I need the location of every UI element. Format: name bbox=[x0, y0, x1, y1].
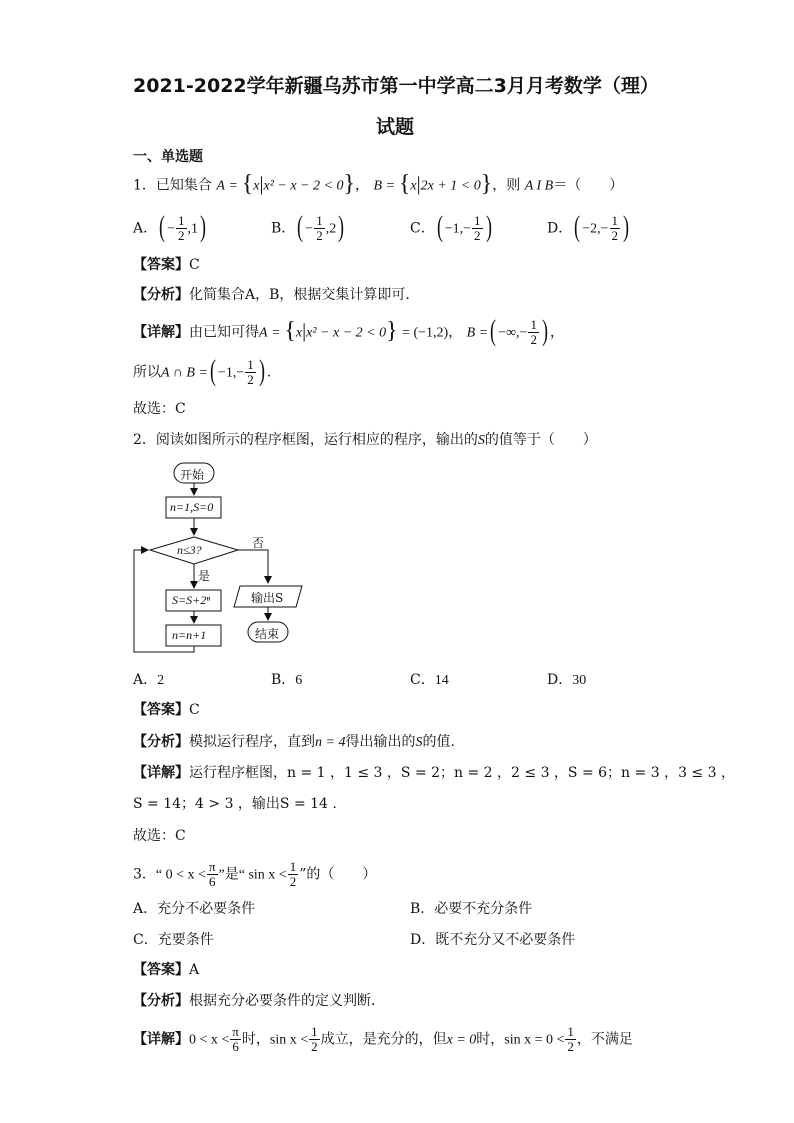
q1-set-b: B bbox=[373, 178, 383, 194]
flowchart-no-label: 否 bbox=[252, 536, 265, 550]
q1-num: 1． bbox=[133, 177, 156, 194]
flowchart-output-label: 输出S bbox=[251, 591, 284, 605]
q1-set-a-cond: x² − x − 2 < 0 bbox=[263, 178, 344, 194]
q2-option-b[interactable]: B．6 bbox=[271, 672, 303, 688]
flowchart-cond-label: n≤3? bbox=[177, 543, 202, 557]
q2-option-d[interactable]: D．30 bbox=[547, 672, 587, 688]
q1-set-b-cond: 2x + 1 < 0 bbox=[420, 178, 481, 194]
q1-option-c[interactable]: C．( −1,− $\frac{1}{2}$ ) bbox=[410, 209, 492, 243]
flowchart-end-label: 结束 bbox=[255, 627, 280, 641]
q3-option-c[interactable]: C．充要条件 bbox=[133, 932, 214, 948]
q3-analysis: 【分析】根据充分必要条件的定义判断． bbox=[133, 993, 385, 1009]
flowchart-init-label: n=1,S=0 bbox=[170, 500, 214, 514]
q1-set-a: A bbox=[216, 178, 225, 194]
q1-analysis: 【分析】化简集合A，B，根据交集计算即可. bbox=[133, 287, 410, 303]
q1-solution: 所以A ∩ B =( −1,− $\frac{1}{2}$ ) . bbox=[133, 353, 272, 387]
q1-answer: 【答案】C bbox=[133, 257, 200, 273]
flowchart-start-label: 开始 bbox=[180, 468, 205, 482]
q2-answer: 【答案】C bbox=[133, 702, 200, 718]
page-title-line2: 试题 bbox=[376, 116, 415, 138]
q2-option-a[interactable]: A．2 bbox=[133, 672, 165, 688]
q2-detail: 【详解】运行程序框图，n = 1 ，1 ≤ 3 ，S = 2；n = 2 ，2 ≤ 3 ，S = 6；n = 3 ，3 ≤ 3 ， bbox=[133, 765, 735, 781]
q3-stem: 3．“ 0 < x < $\frac{\pi}{6}$ ”是“ sin x < $\frac{1}{2}$ ”的（ ） bbox=[133, 859, 377, 889]
page-title: 2021-2022学年新疆乌苏市第一中学高二3月月考数学（理） bbox=[133, 75, 659, 97]
q3-detail: 【详解】0 < x < $\frac{\pi}{6}$ 时，sin x < $\frac{1}{2}$ 成立，是充分的，但x = 0时，sin x = 0 < $\frac{1}{2}$ ，不满足 bbox=[133, 1024, 633, 1054]
q1-intersect: A I B bbox=[524, 178, 554, 194]
q2-stem: 2．阅读如图所示的程序框图，运行相应的程序，输出的S的值等于（ ） bbox=[133, 432, 597, 448]
q2-choose: 故选：C bbox=[133, 828, 186, 844]
q1-option-a[interactable]: A．( − $\frac{1}{2}$ ,1) bbox=[133, 209, 207, 243]
q1-stem: 1．已知集合 A = {x|x² − x − 2 < 0}， B = {x|2x + 1 < 0}，则 A I B＝（ ） bbox=[133, 171, 624, 197]
q1-stem-pre: 已知集合 bbox=[155, 177, 212, 194]
q2-option-c[interactable]: C．14 bbox=[410, 672, 449, 688]
section-header: 一、单选题 bbox=[133, 149, 203, 165]
flowchart-yes-label: 是 bbox=[198, 569, 211, 583]
flowchart-inc-label: n=n+1 bbox=[172, 628, 207, 642]
q3-option-b[interactable]: B．必要不充分条件 bbox=[410, 901, 533, 917]
flowchart-assign-label: S=S+2ⁿ bbox=[172, 593, 210, 607]
q1-option-b[interactable]: B．( − $\frac{1}{2}$ ,2) bbox=[271, 209, 345, 243]
q2-analysis: 【分析】模拟运行程序，直到n = 4得出输出的S的值. bbox=[133, 734, 455, 750]
q3-option-d[interactable]: D．既不充分又不必要条件 bbox=[410, 932, 576, 948]
q2-detail-line2: S = 14；4 > 3 ，输出S = 14 . bbox=[133, 796, 337, 812]
q3-option-a[interactable]: A．充分不必要条件 bbox=[133, 901, 256, 917]
q1-option-d[interactable]: D．( −2,− $\frac{1}{2}$ ) bbox=[547, 209, 630, 243]
q3-answer: 【答案】A bbox=[133, 962, 200, 978]
q1-choose: 故选：C bbox=[133, 401, 186, 417]
q1-detail: 【详解】由已知可得A = {x|x² − x − 2 < 0} = (−1,2)， B =( −∞,− $\frac{1}{2}$ ) ， bbox=[133, 313, 564, 347]
